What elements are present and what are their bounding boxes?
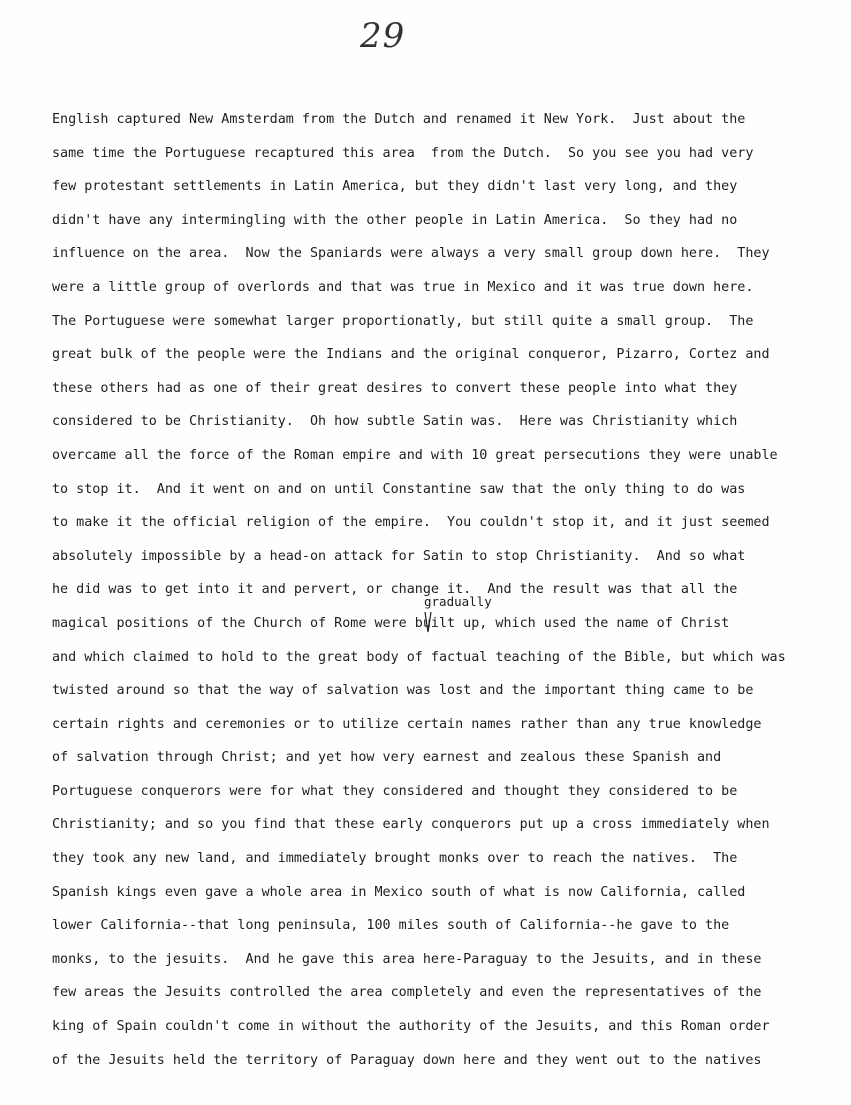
text-line: few areas the Jesuits controlled the area completely and even the representatives of the xyxy=(52,985,762,1001)
text-line: Portuguese conquerors were for what they considered and thought they considered to be xyxy=(52,783,738,799)
text-line: he did was to get into it and pervert, or change it. And the result was that all the xyxy=(52,582,738,598)
text-line: Christianity; and so you find that these early conquerors put up a cross immediately when xyxy=(52,817,770,833)
page-number: 29 xyxy=(360,16,406,56)
typed-body-text xyxy=(52,103,842,1077)
text-line: monks, to the jesuits. And he gave this area here-Paraguay to the Jesuits, and in these xyxy=(52,951,762,967)
text-line: great bulk of the people were the Indians and the original conqueror, Pizarro, Cortez and xyxy=(52,347,770,363)
text-line: to make it the official religion of the empire. You couldn't stop it, and it just seemed xyxy=(52,515,770,531)
text-line: they took any new land, and immediately brought monks over to reach the natives. The xyxy=(52,851,738,867)
text-line: few protestant settlements in Latin America, but they didn't last very long, and they xyxy=(52,179,738,195)
text-line: to stop it. And it went on and on until Constantine saw that the only thing to do was xyxy=(52,481,746,497)
text-line: were a little group of overlords and that was true in Mexico and it was true down here. xyxy=(52,279,754,295)
text-line: influence on the area. Now the Spaniards were always a very small group down here. They xyxy=(52,246,770,262)
text-line: king of Spain couldn't come in without the authority of the Jesuits, and this Roman order xyxy=(52,1019,770,1035)
text-line: didn't have any intermingling with the other people in Latin America. So they had no xyxy=(52,212,738,228)
text-line: these others had as one of their great desires to convert these people into what they xyxy=(52,380,738,396)
text-line: The Portuguese were somewhat larger proportionatly, but still quite a small group. The xyxy=(52,313,754,329)
text-line: twisted around so that the way of salvation was lost and the important thing came to be xyxy=(52,683,754,699)
handwritten-insertion: gradually xyxy=(424,594,492,609)
text-line: of salvation through Christ; and yet how very earnest and zealous these Spanish and xyxy=(52,750,722,766)
text-line: magical positions of the Church of Rome were built up, which used the name of Christ xyxy=(52,615,730,631)
text-line: same time the Portuguese recaptured this area from the Dutch. So you see you had very xyxy=(52,145,754,161)
text-line: considered to be Christianity. Oh how subtle Satin was. Here was Christianity which xyxy=(52,414,738,430)
text-line: lower California--that long peninsula, 100 miles south of California--he gave to the xyxy=(52,918,730,934)
text-line: of the Jesuits held the territory of Paraguay down here and they went out to the natives xyxy=(52,1052,762,1068)
text-line: overcame all the force of the Roman empire and with 10 great persecutions they were unable xyxy=(52,447,778,463)
text-line: and which claimed to hold to the great body of factual teaching of the Bible, but which was xyxy=(52,649,786,665)
text-line: English captured New Amsterdam from the Dutch and renamed it New York. Just about the xyxy=(52,112,746,127)
text-line: certain rights and ceremonies or to utilize certain names rather than any true knowledge xyxy=(52,716,762,732)
text-line: Spanish kings even gave a whole area in Mexico south of what is now California, called xyxy=(52,884,746,900)
text-line: absolutely impossible by a head-on attack for Satin to stop Christianity. And so what xyxy=(52,548,746,564)
